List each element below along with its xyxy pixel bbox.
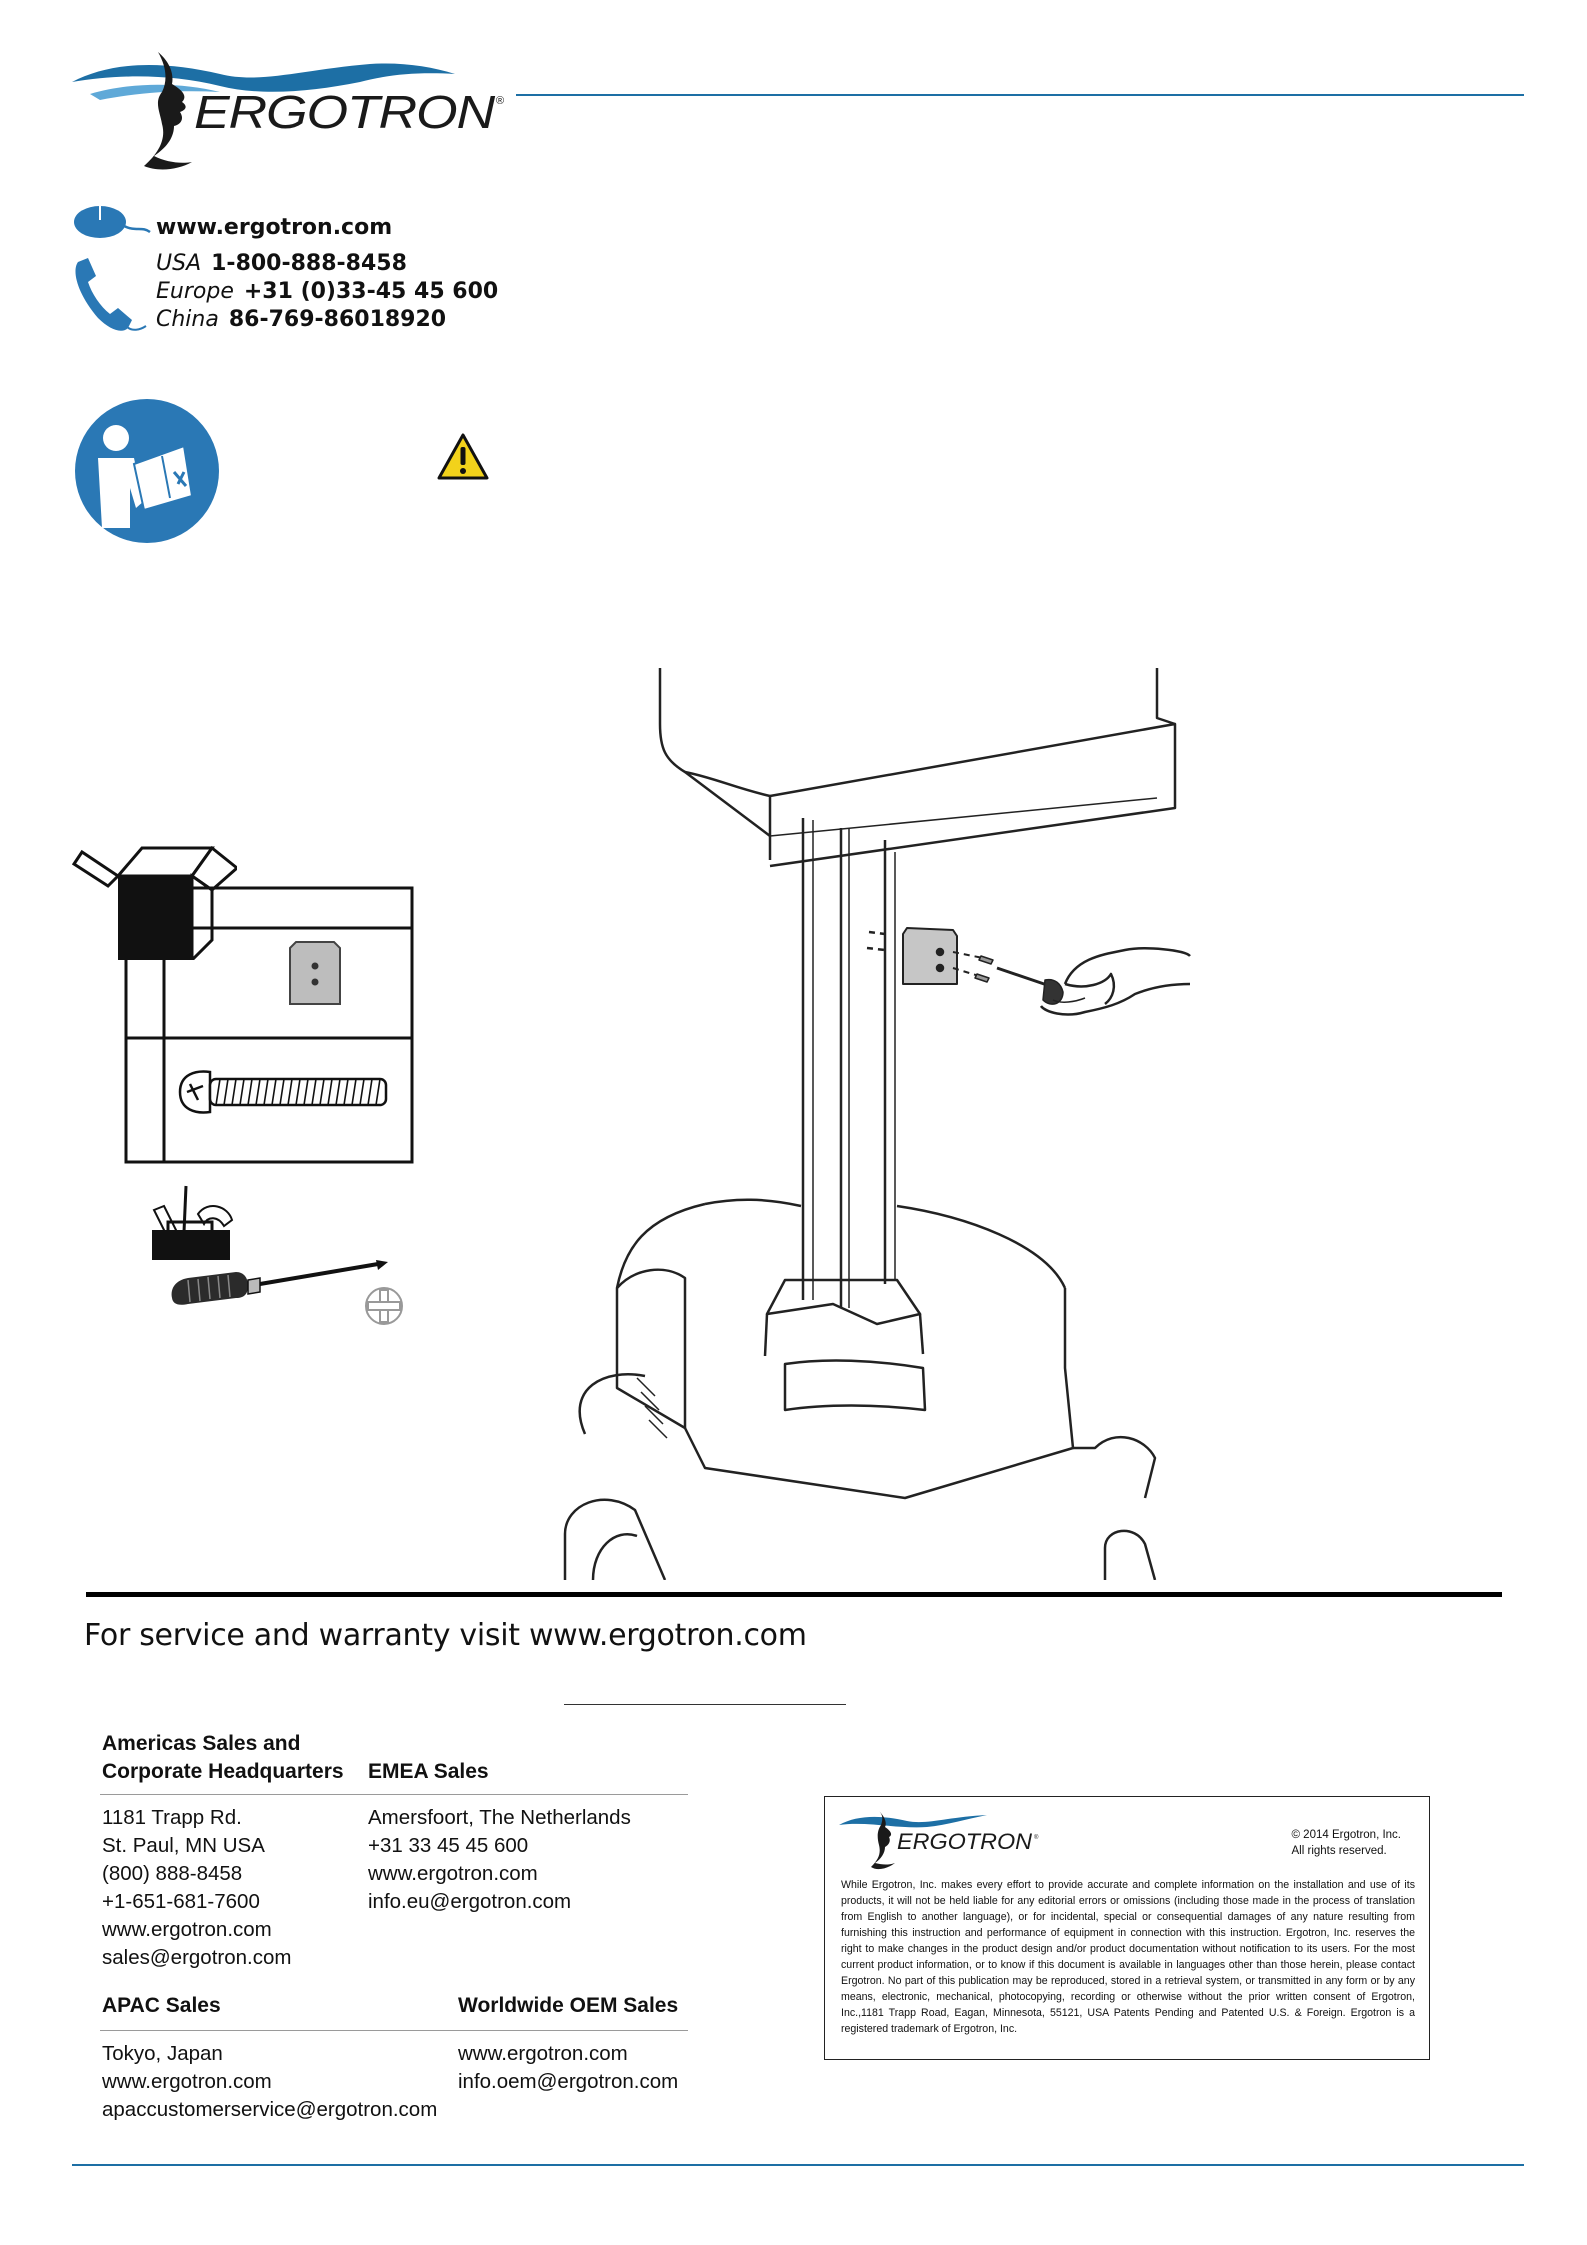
- americas-phone-1: (800) 888-8458: [102, 1862, 243, 1885]
- apac-website[interactable]: www.ergotron.com: [102, 2070, 272, 2093]
- apac-city: Tokyo, Japan: [102, 2042, 223, 2065]
- mouse-icon: [74, 206, 150, 238]
- bottom-rule: [72, 2164, 1524, 2166]
- cart-installation-illustration: [545, 668, 1295, 1580]
- tools-required: [148, 1180, 418, 1340]
- contact-phone-europe: Europe +31 (0)33-45 45 600: [156, 279, 499, 304]
- americas-address: 1181 Trapp Rd.: [102, 1806, 242, 1829]
- warning-triangle-icon: [436, 432, 490, 482]
- service-warranty-text: For service and warranty visit www.ergotron.com: [84, 1618, 807, 1653]
- office-rule-bottom: [100, 2030, 688, 2031]
- americas-email[interactable]: sales@ergotron.com: [102, 1946, 292, 1969]
- office-americas-heading-2: Corporate Headquarters: [102, 1760, 344, 1783]
- office-americas-details: [102, 1804, 291, 1972]
- legal-disclaimer: While Ergotron, Inc. makes every effort to provide accurate and complete information on the installation and use of its products, it will not be held liable for any editorial errors or omissions (including those made in the process of translation from English to another language), or for incidental, special or consequential damages of any nature resulting from furnishing this instruction and performance of equipment in connection with this instruction. Ergotron, Inc. reserves the right to make changes in the product design and/or product documentation without notification to its users. For the most current product information, or to know if this document is available in languages other than those herein, please contact Ergotron. No part of this publication may be reproduced, stored in a retrieval system, or transmitted in any form or by any means, electronic, mechanical, photocopying, recording or otherwise without the prior written consent of Ergotron, Inc.,1181 Trapp Road, Eagan, Minnesota, 55121, USA Patents Pending and Patented U.S. & Foreign. Ergotron is a registered trademark of Ergotron, Inc.: [841, 1879, 1415, 2035]
- contact-phone-usa: USA 1-800-888-8458: [156, 251, 407, 276]
- office-apac-details: [102, 2040, 437, 2124]
- cart-column: [803, 818, 895, 1308]
- hand-with-screwdriver: [997, 948, 1190, 1014]
- office-oem-details: [458, 2040, 678, 2096]
- apac-email[interactable]: apaccustomerservice@ergotron.com: [102, 2098, 438, 2121]
- copyright-line-1: © 2014 Ergotron, Inc.: [1291, 1829, 1401, 1841]
- ergotron-logo-small: [837, 1809, 1042, 1871]
- office-rule-top: [100, 1794, 688, 1795]
- logo-wordmark: ERGOTRON: [194, 86, 497, 138]
- americas-website[interactable]: www.ergotron.com: [102, 1918, 272, 1941]
- footer-rule: [86, 1592, 1502, 1597]
- mounting-bracket-part: [290, 942, 340, 1004]
- registered-mark: ®: [496, 95, 505, 107]
- screwdriver-icon: [172, 1260, 388, 1305]
- office-oem-heading: Worldwide OEM Sales: [458, 1994, 679, 2017]
- oem-email[interactable]: info.oem@ergotron.com: [458, 2070, 679, 2093]
- emea-email[interactable]: info.eu@ergotron.com: [368, 1890, 572, 1913]
- office-emea-heading: EMEA Sales: [368, 1760, 489, 1783]
- legal-logo-registered-mark: ®: [1034, 1835, 1039, 1841]
- copyright-line-2: All rights reserved.: [1291, 1845, 1387, 1857]
- office-emea-details: [368, 1804, 631, 1916]
- phone-icon: [75, 258, 146, 331]
- legal-copyright: [1292, 1827, 1401, 1859]
- americas-phone-2: +1-651-681-7600: [102, 1890, 260, 1913]
- office-americas: [102, 1730, 344, 1786]
- toolbox-icon: [152, 1186, 232, 1260]
- cart-worksurface: [660, 668, 1175, 866]
- emea-website[interactable]: www.ergotron.com: [368, 1862, 538, 1885]
- phillips-bit-icon: [366, 1288, 402, 1324]
- office-apac-heading: APAC Sales: [102, 1994, 221, 2017]
- emea-phone: +31 33 45 45 600: [368, 1834, 529, 1857]
- legal-notice-box: [824, 1796, 1430, 2060]
- ergotron-logo: [70, 52, 510, 172]
- legal-logo-wordmark: ERGOTRON: [897, 1829, 1033, 1854]
- office-americas-heading-1: Americas Sales and: [102, 1732, 301, 1755]
- americas-city: St. Paul, MN USA: [102, 1834, 265, 1857]
- divider-short: [564, 1704, 846, 1705]
- contact-icons: [70, 200, 160, 340]
- parts-table: [124, 886, 414, 1164]
- screw-part: [180, 1072, 386, 1113]
- contact-website[interactable]: www.ergotron.com: [156, 215, 393, 240]
- cart-base: [565, 1200, 1155, 1580]
- header-rule: [516, 94, 1524, 96]
- contact-phone-china: China 86-769-86018920: [156, 307, 447, 332]
- oem-website[interactable]: www.ergotron.com: [458, 2042, 628, 2065]
- read-manual-icon: [74, 398, 220, 544]
- emea-city: Amersfoort, The Netherlands: [368, 1806, 631, 1829]
